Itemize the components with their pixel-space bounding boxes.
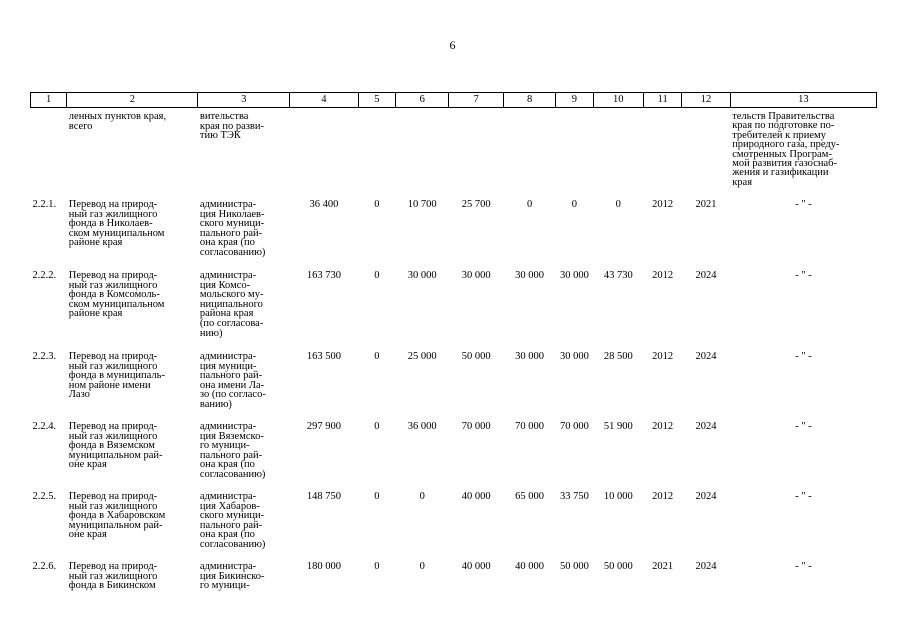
year-value: 40 000 [461,561,491,572]
year-value: 33 750 [559,491,589,502]
note: - " - [795,421,812,432]
start-year: 2012 [652,270,674,281]
year-value: 51 900 [603,421,633,432]
program-table [30,92,877,602]
total-value: 36 400 [309,199,339,210]
year-value: 70 000 [559,421,589,432]
item-code: 2.2.4. [32,421,57,432]
year-value: 43 730 [603,270,633,281]
executor: администра- ция Хабаров- ского муници- пального рай- она края (по согласованию) [199,491,266,550]
item-code: 2.2.1. [32,199,57,210]
year-value: 0 [419,561,425,572]
measure-name: Перевод на природ- ный газ жилищного фонда в Николаев- ском муниципальном районе края [68,199,165,249]
col-header: 5 [358,93,395,108]
year-value: 0 [374,561,380,572]
page-number: 6 [449,38,456,52]
item-code: 2.2.6. [32,561,57,572]
col-header: 3 [198,93,290,108]
year-value: 50 000 [461,351,491,362]
col-header: 6 [395,93,448,108]
year-value: 0 [615,199,621,210]
total-value: 297 900 [306,421,341,432]
executor: администра- ция Вяземско- го муници- пального рай- она края (по согласованию) [199,421,266,480]
end-year: 2021 [695,199,717,210]
year-value: 10 700 [407,199,437,210]
year-value: 0 [374,421,380,432]
year-value: 0 [571,199,578,210]
col-header: 10 [593,93,643,108]
executor: администра- ция муници- пального рай- она имени Ла- зо (по согласо- ванию) [199,351,266,410]
col-header: 13 [730,93,876,108]
year-value: 0 [526,199,533,210]
table-row [31,414,877,484]
end-year: 2024 [695,351,717,362]
executor: вительства края по разви- тию ТЭК [199,111,264,142]
note: тельств Правительства края по подготовке по- требителей к приему природного газа, преду- смотренных Програм- мой развития газоснаб- жения и газификации края [732,111,840,188]
year-value: 70 000 [461,421,491,432]
col-header: 4 [290,93,359,108]
year-value: 65 000 [515,491,544,502]
year-value: 36 000 [407,421,437,432]
col-header: 12 [682,93,730,108]
table-row [31,554,877,602]
end-year: 2024 [695,561,717,572]
year-value: 28 500 [603,351,633,362]
year-value: 30 000 [515,270,544,281]
end-year: 2024 [695,421,717,432]
measure-name: Перевод на природ- ный газ жилищного фонда в муниципаль- ном районе имени Лазо [68,351,165,401]
note: - " - [795,491,812,502]
note: - " - [795,199,812,210]
total-value: 180 000 [306,561,341,572]
start-year: 2021 [652,561,674,572]
total-value: 148 750 [306,491,341,502]
note: - " - [795,351,812,362]
item-code: 2.2.5. [32,491,57,502]
year-value: 0 [374,491,380,502]
year-value: 0 [374,351,380,362]
end-year: 2024 [695,491,717,502]
note: - " - [795,561,812,572]
start-year: 2012 [652,491,674,502]
year-value: 30 000 [515,351,544,362]
col-header: 11 [643,93,681,108]
start-year: 2012 [652,351,674,362]
item-code: 2.2.2. [32,270,57,281]
year-value: 0 [374,270,380,281]
measure-name: ленных пунктов края, всего [68,111,167,132]
table-row [31,484,877,554]
year-value: 25 000 [407,351,437,362]
measure-name: Перевод на природ- ный газ жилищного фонда в Хабаровском муниципальном рай- оне края [68,491,166,541]
col-header: 2 [67,93,198,108]
year-value: 30 000 [407,270,437,281]
measure-name: Перевод на природ- ный газ жилищного фонда в Вяземском муниципальном рай- оне края [68,421,163,471]
table-row [31,192,877,263]
col-header: 7 [449,93,503,108]
measure-name: Перевод на природ- ный газ жилищного фонда в Комсомоль- ском муниципальном районе края [68,270,165,320]
table-row [31,263,877,344]
executor: администра- ция Комсо- мольского му- ниципального района края (по согласова- нию) [199,270,264,339]
note: - " - [795,270,812,281]
year-value: 40 000 [461,491,491,502]
measure-name: Перевод на природ- ный газ жилищного фонда в Бикинском [68,561,158,592]
year-value: 40 000 [515,561,544,572]
item-code: 2.2.3. [32,351,57,362]
year-value: 10 000 [603,491,633,502]
total-value: 163 730 [306,270,341,281]
executor: администра- ция Бикинско- го муници- [199,561,265,592]
col-header: 8 [503,93,555,108]
header-row [31,93,877,108]
year-value: 30 000 [559,351,589,362]
start-year: 2012 [652,199,674,210]
year-value: 0 [419,491,425,502]
year-value: 50 000 [603,561,633,572]
year-value: 25 700 [461,199,491,210]
col-header: 9 [556,93,593,108]
year-value: 50 000 [559,561,589,572]
table-row [31,344,877,414]
col-header: 1 [31,93,67,108]
year-value: 30 000 [559,270,589,281]
start-year: 2012 [652,421,674,432]
year-value: 70 000 [515,421,544,432]
total-value: 163 500 [306,351,341,362]
table-row [31,108,877,193]
year-value: 30 000 [461,270,491,281]
end-year: 2024 [695,270,717,281]
year-value: 0 [374,199,380,210]
executor: администра- ция Николаев- ского муници- пального рай- она края (по согласованию) [199,199,266,258]
